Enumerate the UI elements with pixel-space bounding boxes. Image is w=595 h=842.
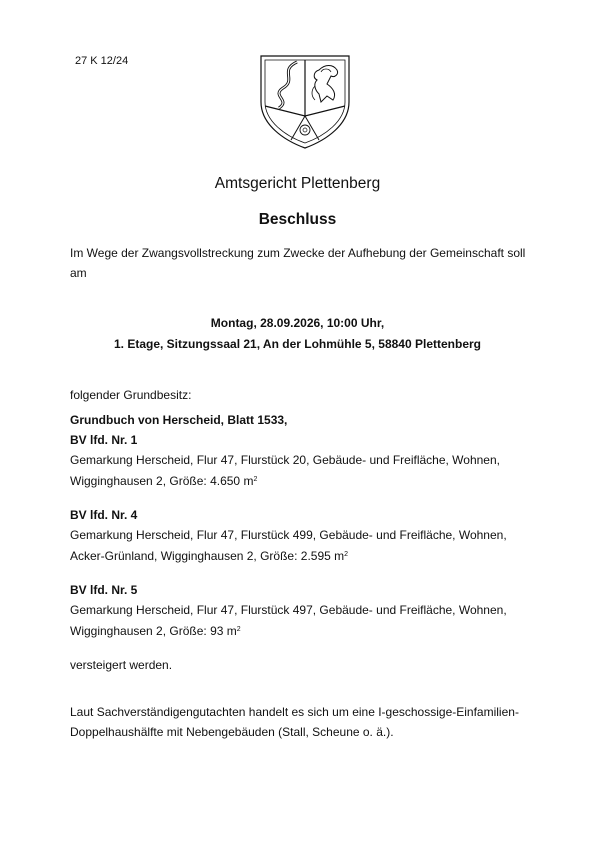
unit-superscript: 2 xyxy=(236,626,241,633)
auction-statement: versteigert werden. xyxy=(70,658,173,672)
position-description: Gemarkung Herscheid, Flur 47, Flurstück 497, Gebäude- und Freifläche, Wohnen, xyxy=(70,603,507,617)
property-position-1 xyxy=(70,430,540,491)
property-position-4 xyxy=(70,505,540,566)
property-intro: folgender Grundbesitz: xyxy=(70,388,192,402)
position-address-size: Wigginghausen 2, Größe: 93 $m^2$ xyxy=(70,624,241,638)
position-title: BV lfd. Nr. 4 xyxy=(70,508,138,522)
appointment-date-time: Montag, 28.09.2026, 10:00 Uhr, xyxy=(210,316,385,330)
position-title: BV lfd. Nr. 1 xyxy=(70,433,138,447)
appointment-block xyxy=(0,313,595,355)
unit-superscript: 2 xyxy=(344,551,349,558)
unit-superscript: 2 xyxy=(253,476,258,483)
position-title: BV lfd. Nr. 5 xyxy=(70,583,138,597)
file-number: 27 K 12/24 xyxy=(75,55,129,67)
document-heading: Beschluss xyxy=(258,211,337,228)
property-position-5 xyxy=(70,580,540,641)
nrw-coat-of-arms-icon xyxy=(257,50,353,150)
position-address-size: Acker-Grünland, Wigginghausen 2, Größe: 2.595 $m^2$ xyxy=(70,549,349,563)
appointment-location: 1. Etage, Sitzungssaal 21, An der Lohmühle 5, 58840 Plettenberg xyxy=(113,337,481,351)
land-register-entry: Grundbuch von Herscheid, Blatt 1533, xyxy=(70,413,288,427)
position-address-size: Wigginghausen 2, Größe: 4.650 $m^2$ xyxy=(70,474,258,488)
appraisal-paragraph: Laut Sachverständigengutachten handelt es sich um eine I-geschossige-Einfamilien-Doppelhaushälfte mit Nebengebäuden (Stall, Scheune o. ä.). xyxy=(70,705,519,739)
position-description: Gemarkung Herscheid, Flur 47, Flurstück 20, Gebäude- und Freifläche, Wohnen, xyxy=(70,453,500,467)
intro-paragraph: Im Wege der Zwangsvollstreckung zum Zwecke der Aufhebung der Gemeinschaft soll am xyxy=(70,246,526,280)
court-name: Amtsgericht Plettenberg xyxy=(214,175,381,192)
position-description: Gemarkung Herscheid, Flur 47, Flurstück 499, Gebäude- und Freifläche, Wohnen, xyxy=(70,528,507,542)
